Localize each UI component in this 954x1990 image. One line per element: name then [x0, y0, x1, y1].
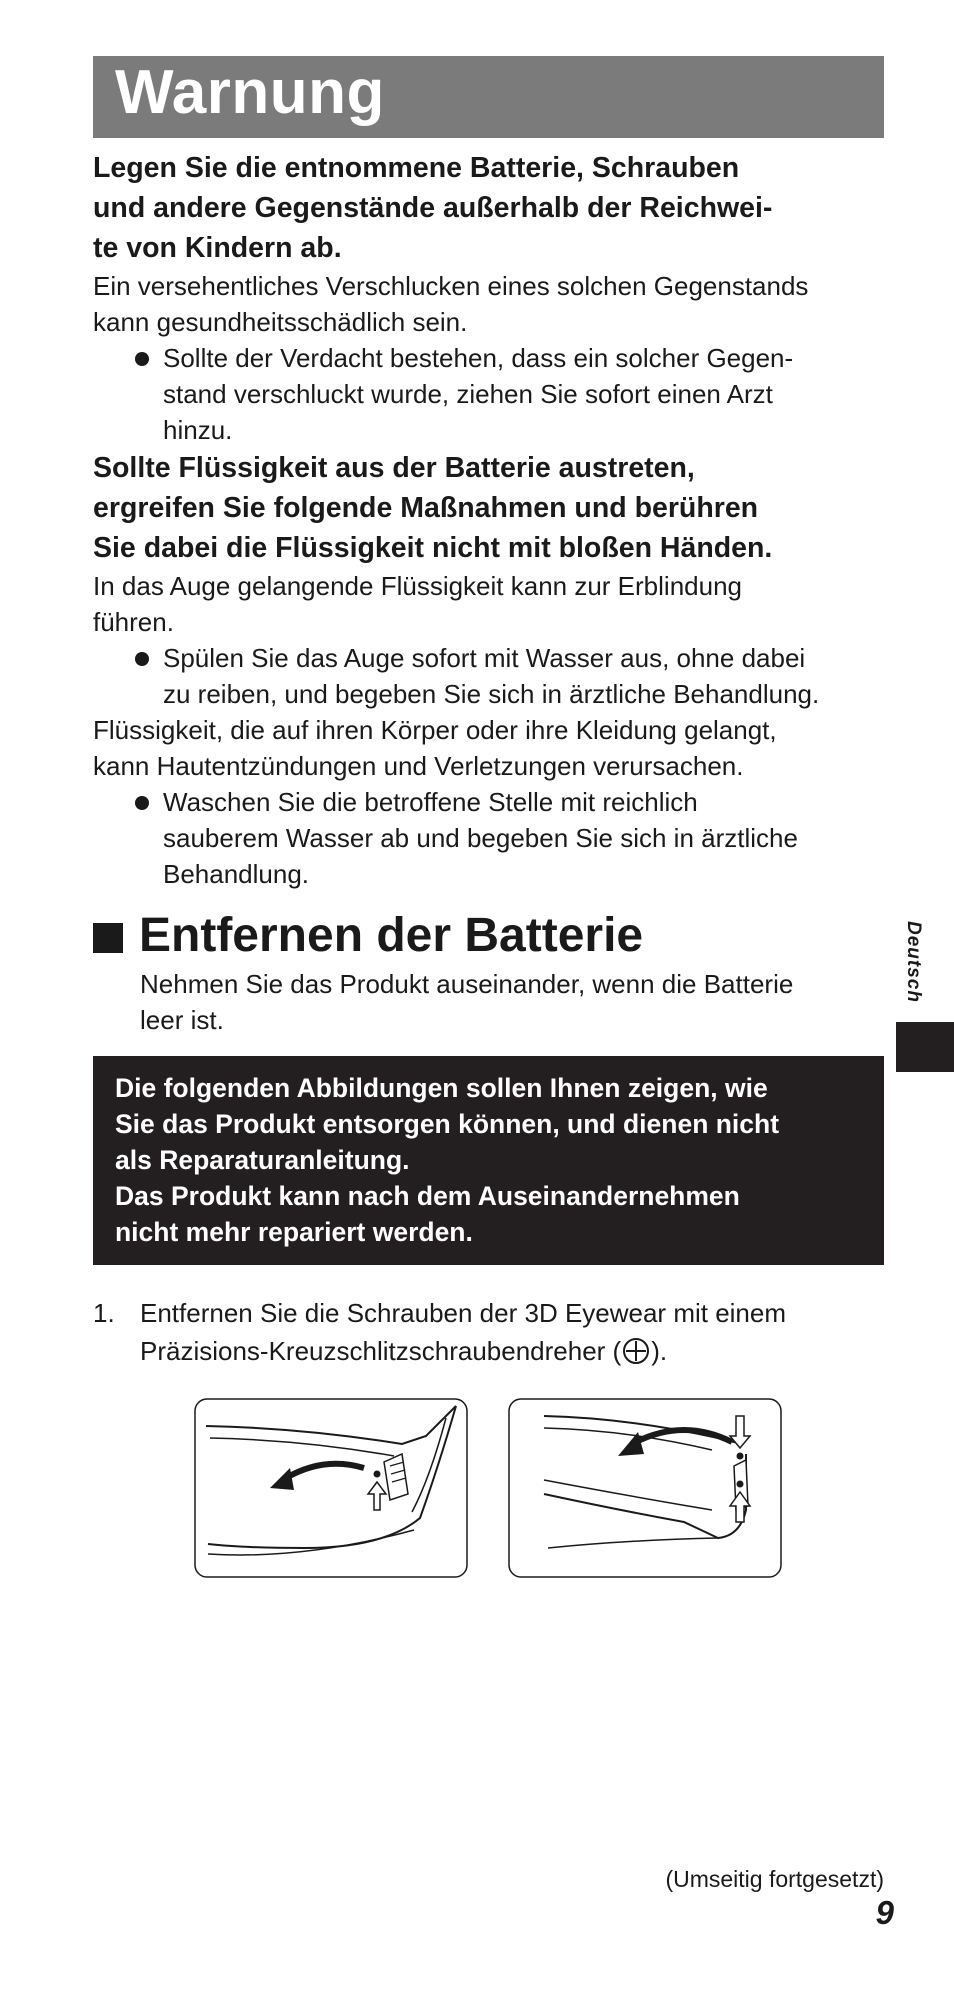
bullet-dot-icon	[135, 796, 149, 810]
bullet-line: stand verschluckt wurde, ziehen Sie sofort einen Arzt	[163, 379, 773, 409]
bullet-item	[93, 640, 893, 712]
heading-line: Legen Sie die entnommene Batterie, Schrauben	[93, 152, 740, 184]
heading-line: und andere Gegenstände außerhalb der Reichwei-	[93, 192, 773, 224]
continued-note: (Umseitig fortgesetzt)	[665, 1866, 884, 1892]
bullet-item	[93, 340, 893, 448]
phillips-screwdriver-icon	[621, 1336, 651, 1366]
text-line: kann gesundheitsschädlich sein.	[93, 307, 468, 337]
text-line: In das Auge gelangende Flüssigkeit kann zur Erblindung	[93, 571, 742, 601]
eyewear-figure-right	[508, 1398, 782, 1578]
notice-line: Die folgenden Abbildungen sollen Ihnen zeigen, wie	[115, 1073, 768, 1103]
bullet-line: Behandlung.	[163, 859, 310, 889]
step-line-2	[140, 1332, 893, 1370]
notice-line: nicht mehr repariert werden.	[115, 1217, 473, 1247]
notice-line: Sie das Produkt entsorgen können, und dienen nicht	[115, 1109, 780, 1139]
warning-title-bar	[93, 56, 884, 138]
bullet-line: Spülen Sie das Auge sofort mit Wasser aus, ohne dabei	[163, 643, 806, 673]
square-bullet-icon	[93, 923, 123, 953]
eyewear-figure-left	[194, 1398, 468, 1578]
step-text: ).	[651, 1336, 668, 1366]
heading-line: te von Kindern ab.	[93, 232, 342, 264]
language-side-label	[898, 908, 928, 1016]
step-number: 1.	[93, 1298, 115, 1328]
step-text: Präzisions-Kreuzschlitzschraubendreher (	[140, 1336, 622, 1366]
text-line: kann Hautentzündungen und Verletzungen verursachen.	[93, 751, 744, 781]
language-label: Deutsch	[903, 921, 924, 1003]
bullet-dot-icon	[135, 352, 149, 366]
bullet-line: hinzu.	[163, 415, 233, 445]
bullet-dot-icon	[135, 652, 149, 666]
intro-line: leer ist.	[140, 1005, 224, 1035]
bullet-item	[93, 784, 893, 892]
notice-box	[93, 1056, 884, 1265]
text-line: führen.	[93, 607, 174, 637]
section-heading	[93, 904, 893, 968]
warning-block	[93, 148, 893, 892]
heading-line: Sollte Flüssigkeit aus der Batterie austreten,	[93, 452, 695, 484]
notice-line: Das Produkt kann nach dem Auseinandernehmen	[115, 1181, 740, 1211]
bullet-line: Sollte der Verdacht bestehen, dass ein solcher Gegen-	[163, 343, 794, 373]
warning-title: Warnung	[115, 58, 385, 127]
bullet-line: zu reiben, und begeben Sie sich in ärztliche Behandlung.	[163, 679, 820, 709]
bullet-line: Waschen Sie die betroffene Stelle mit reichlich	[163, 787, 698, 817]
section-intro	[140, 966, 880, 1038]
step-line: Entfernen Sie die Schrauben der 3D Eyewear mit einem	[140, 1298, 787, 1328]
notice-line: als Reparaturanleitung.	[115, 1145, 410, 1175]
text-line: Flüssigkeit, die auf ihren Körper oder ihre Kleidung gelangt,	[93, 715, 777, 745]
bullet-line: sauberem Wasser ab und begeben Sie sich in ärztliche	[163, 823, 798, 853]
step-1	[93, 1294, 893, 1370]
page-number: 9	[875, 1894, 894, 1931]
text-line: Ein versehentliches Verschlucken eines solchen Gegenstands	[93, 271, 809, 301]
heading-line: Sie dabei die Flüssigkeit nicht mit bloßen Händen.	[93, 532, 773, 564]
section-title: Entfernen der Batterie	[139, 909, 644, 962]
heading-line: ergreifen Sie folgende Maßnahmen und berühren	[93, 492, 759, 524]
intro-line: Nehmen Sie das Produkt auseinander, wenn die Batterie	[140, 969, 794, 999]
language-tab-marker	[896, 1022, 954, 1072]
